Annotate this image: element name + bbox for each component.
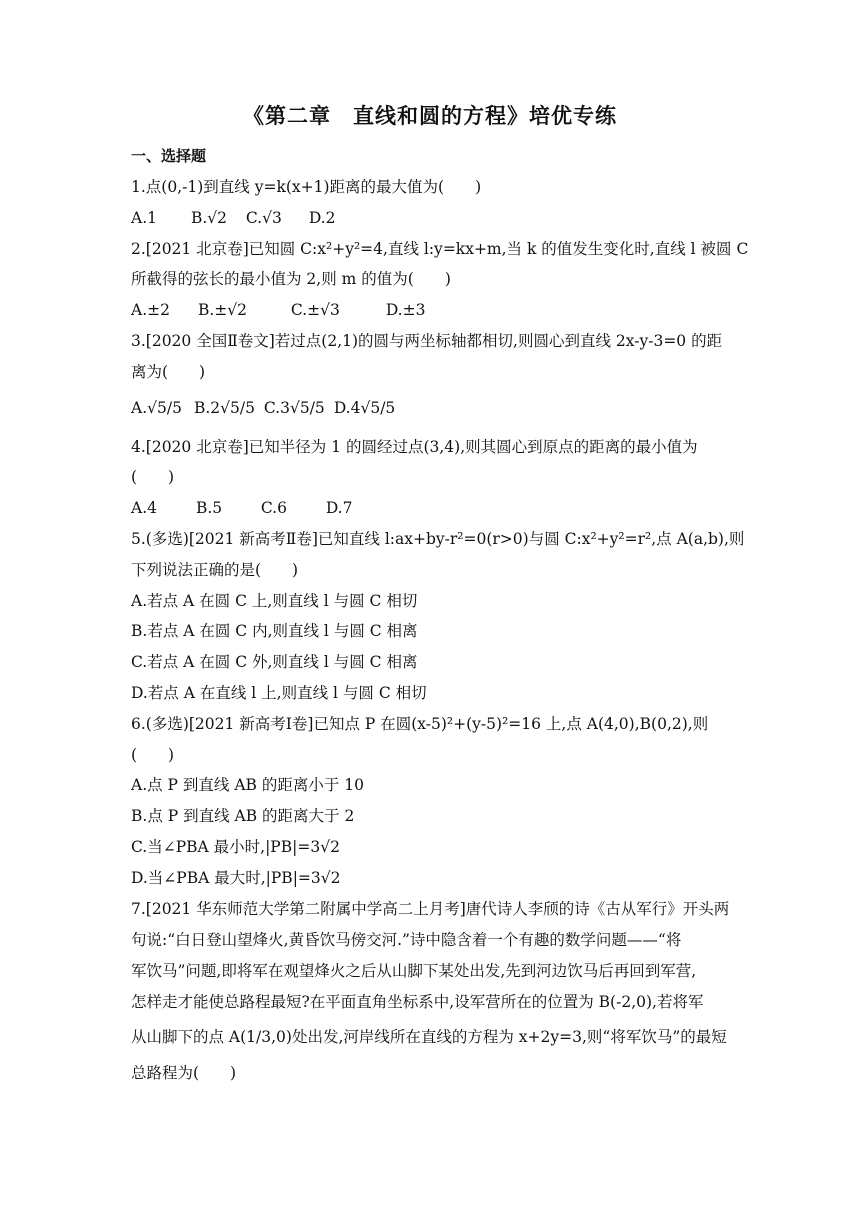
question-1-options bbox=[131, 208, 335, 228]
question-7-line-3: 军饮马”问题,即将军在观望烽火之后从山脚下某处出发,先到河边饮马后再回到军营, bbox=[131, 962, 697, 980]
question-6-option-c: C.当∠PBA 最小时,|PB|=3√2 bbox=[131, 838, 340, 856]
question-4-options bbox=[131, 498, 352, 518]
question-2-options bbox=[131, 300, 425, 320]
option-b: B.√2 bbox=[190, 209, 227, 227]
option-b: B.5 bbox=[195, 499, 223, 517]
question-6-stem-line-1: 6.(多选)[2021 新高考Ⅰ卷]已知点 P 在圆(x-5)²+(y-5)²=16 上,点 A(4,0),B(0,2),则 bbox=[131, 715, 709, 733]
question-6-option-a: A.点 P 到直线 AB 的距离小于 10 bbox=[131, 776, 364, 794]
option-a: A.±2 bbox=[131, 301, 170, 319]
option-c: C.√3 bbox=[245, 209, 282, 227]
option-d: D.4√5/5 bbox=[333, 399, 396, 417]
question-2-stem-line-1: 2.[2021 北京卷]已知圆 C:x²+y²=4,直线 l:y=kx+m,当 k 的值发生变化时,直线 l 被圆 C bbox=[131, 240, 749, 258]
question-5-stem-line-2: 下列说法正确的是( ) bbox=[131, 561, 299, 579]
question-2-stem-line-2: 所截得的弦长的最小值为 2,则 m 的值为( ) bbox=[131, 270, 451, 288]
option-d: D.7 bbox=[325, 499, 353, 517]
question-5-option-d: D.若点 A 在直线 l 上,则直线 l 与圆 C 相切 bbox=[131, 684, 427, 702]
question-3-options bbox=[131, 398, 395, 418]
question-3-stem-line-1: 3.[2020 全国Ⅱ卷文]若过点(2,1)的圆与两坐标轴都相切,则圆心到直线 2x-y-3=0 的距 bbox=[131, 332, 723, 350]
option-a: A.4 bbox=[131, 499, 157, 517]
question-6-option-d: D.当∠PBA 最大时,|PB|=3√2 bbox=[131, 869, 341, 887]
question-6-option-b: B.点 P 到直线 AB 的距离大于 2 bbox=[131, 807, 355, 825]
question-1-stem: 1.点(0,-1)到直线 y=k(x+1)距离的最大值为( ) bbox=[131, 178, 482, 196]
question-5-option-a: A.若点 A 在圆 C 上,则直线 l 与圆 C 相切 bbox=[131, 592, 418, 610]
option-a: A.√5/5 bbox=[131, 399, 182, 417]
page-title: 《第二章 直线和圆的方程》培优专练 bbox=[243, 104, 617, 128]
question-7-line-6: 总路程为( ) bbox=[131, 1064, 237, 1082]
question-7-line-5: 从山脚下的点 A(1/3,0)处出发,河岸线所在直线的方程为 x+2y=3,则“将军饮马”的最短 bbox=[131, 1028, 727, 1046]
option-c: C.6 bbox=[260, 499, 287, 517]
question-7-line-4: 怎样走才能使总路程最短?在平面直角坐标系中,设军营所在的位置为 B(-2,0),若将军 bbox=[131, 993, 704, 1011]
question-7-line-1: 7.[2021 华东师范大学第二附属中学高二上月考]唐代诗人李颀的诗《古从军行》开头两 bbox=[131, 900, 730, 918]
option-b: B.±√2 bbox=[197, 301, 247, 319]
question-5-option-b: B.若点 A 在圆 C 内,则直线 l 与圆 C 相离 bbox=[131, 622, 418, 640]
option-c: C.±√3 bbox=[290, 301, 340, 319]
option-d: D.2 bbox=[308, 209, 336, 227]
option-c: C.3√5/5 bbox=[263, 399, 325, 417]
option-a: A.1 bbox=[131, 209, 157, 227]
option-b: B.2√5/5 bbox=[193, 399, 255, 417]
question-4-stem-line-2: ( ) bbox=[131, 468, 175, 486]
section-heading: 一、选择题 bbox=[131, 147, 207, 165]
question-6-stem-line-2: ( ) bbox=[131, 746, 175, 764]
question-7-line-2: 句说:“白日登山望烽火,黄昏饮马傍交河.”诗中隐含着一个有趣的数学问题——“将 bbox=[131, 931, 682, 949]
question-5-option-c: C.若点 A 在圆 C 外,则直线 l 与圆 C 相离 bbox=[131, 653, 418, 671]
question-3-stem-line-2: 离为( ) bbox=[131, 363, 206, 381]
option-d: D.±3 bbox=[385, 301, 426, 319]
question-4-stem-line-1: 4.[2020 北京卷]已知半径为 1 的圆经过点(3,4),则其圆心到原点的距离的最小值为 bbox=[131, 438, 698, 456]
question-5-stem-line-1: 5.(多选)[2021 新高考Ⅱ卷]已知直线 l:ax+by-r²=0(r>0)与圆 C:x²+y²=r²,点 A(a,b),则 bbox=[131, 530, 745, 548]
